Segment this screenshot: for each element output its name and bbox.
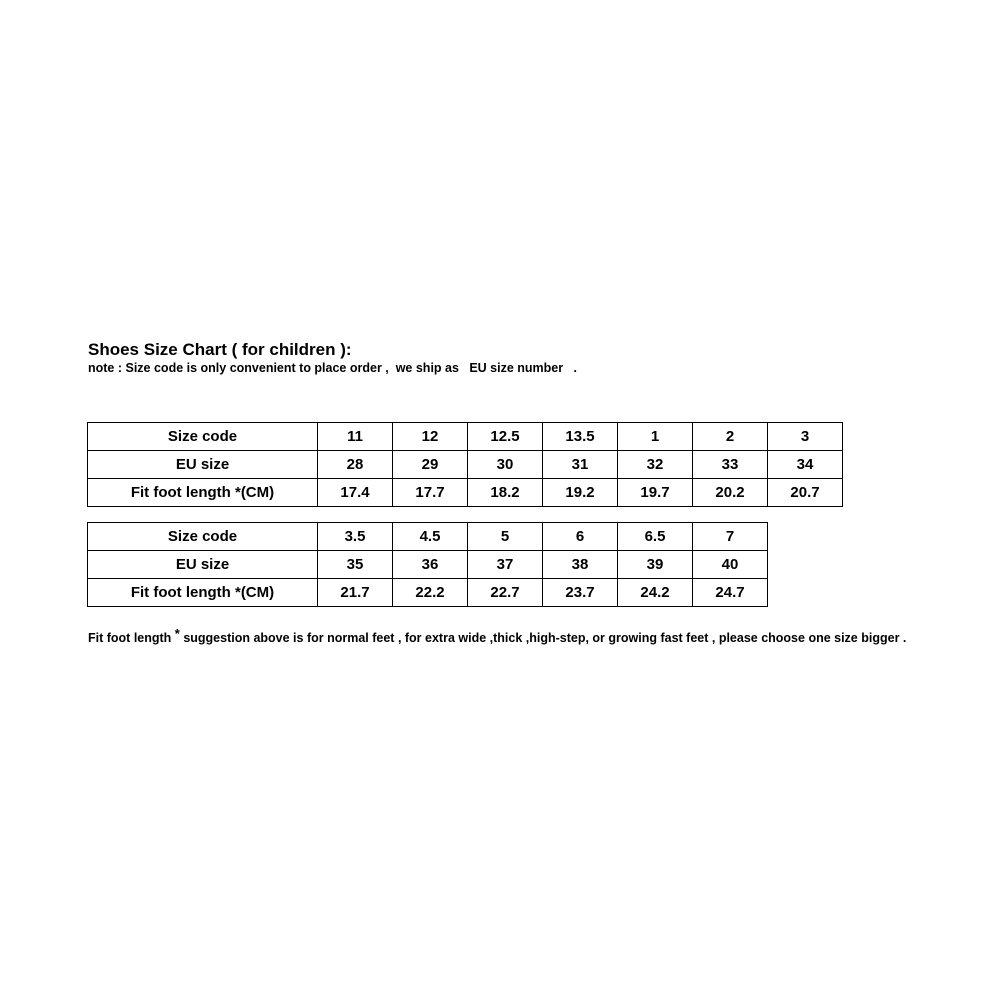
table-cell: 28 [318,451,393,479]
table-cell: 32 [618,451,693,479]
table-cell: 31 [543,451,618,479]
table-cell: 19.7 [618,479,693,507]
size-table-body [88,523,768,607]
eu-size-row [88,551,768,579]
table-cell: 24.7 [693,579,768,607]
size-table-body [88,423,843,507]
table-cell: 22.7 [468,579,543,607]
table-cell: 17.7 [393,479,468,507]
table-cell: 39 [618,551,693,579]
table-cell: 33 [693,451,768,479]
fit-footnote [88,626,907,645]
table-cell: 40 [693,551,768,579]
table-cell: 19.2 [543,479,618,507]
table-cell: 5 [468,523,543,551]
table-cell: 13.5 [543,423,618,451]
table-cell: 38 [543,551,618,579]
row-label: Size code [88,523,318,551]
table-cell: 30 [468,451,543,479]
eu-size-row [88,451,843,479]
size-code-row [88,423,843,451]
table-cell: 18.2 [468,479,543,507]
table-cell: 3.5 [318,523,393,551]
page-title: Shoes Size Chart ( for children ): [88,340,352,359]
table-cell: 6.5 [618,523,693,551]
row-label: EU size [88,551,318,579]
table-cell: 12.5 [468,423,543,451]
table-cell: 35 [318,551,393,579]
table-cell: 34 [768,451,843,479]
table-cell: 23.7 [543,579,618,607]
row-label: EU size [88,451,318,479]
size-table-2 [87,522,768,607]
row-label: Fit foot length *(CM) [88,579,318,607]
footnote-lead: Fit foot length [88,631,175,645]
table-cell: 1 [618,423,693,451]
row-label: Fit foot length *(CM) [88,479,318,507]
table-cell: 29 [393,451,468,479]
table-cell: 3 [768,423,843,451]
table-cell: 7 [693,523,768,551]
table-cell: 24.2 [618,579,693,607]
table-cell: 4.5 [393,523,468,551]
row-label: Size code [88,423,318,451]
fit-foot-length-row [88,579,768,607]
shipping-note: note : Size code is only convenient to place order , we ship as EU size number . [88,361,578,375]
table-cell: 37 [468,551,543,579]
table-cell: 6 [543,523,618,551]
size-table-1 [87,422,843,507]
size-code-row [88,523,768,551]
table-cell: 12 [393,423,468,451]
fit-foot-length-row [88,479,843,507]
footnote-asterisk: * [174,626,180,641]
table-cell: 2 [693,423,768,451]
table-cell: 20.7 [768,479,843,507]
table-cell: 22.2 [393,579,468,607]
table-cell: 11 [318,423,393,451]
footnote-text: suggestion above is for normal feet , for extra wide ,thick ,high-step, or growing fast feet , please choose one size bigger . [179,631,907,645]
table-cell: 36 [393,551,468,579]
table-cell: 17.4 [318,479,393,507]
table-cell: 21.7 [318,579,393,607]
table-cell: 20.2 [693,479,768,507]
